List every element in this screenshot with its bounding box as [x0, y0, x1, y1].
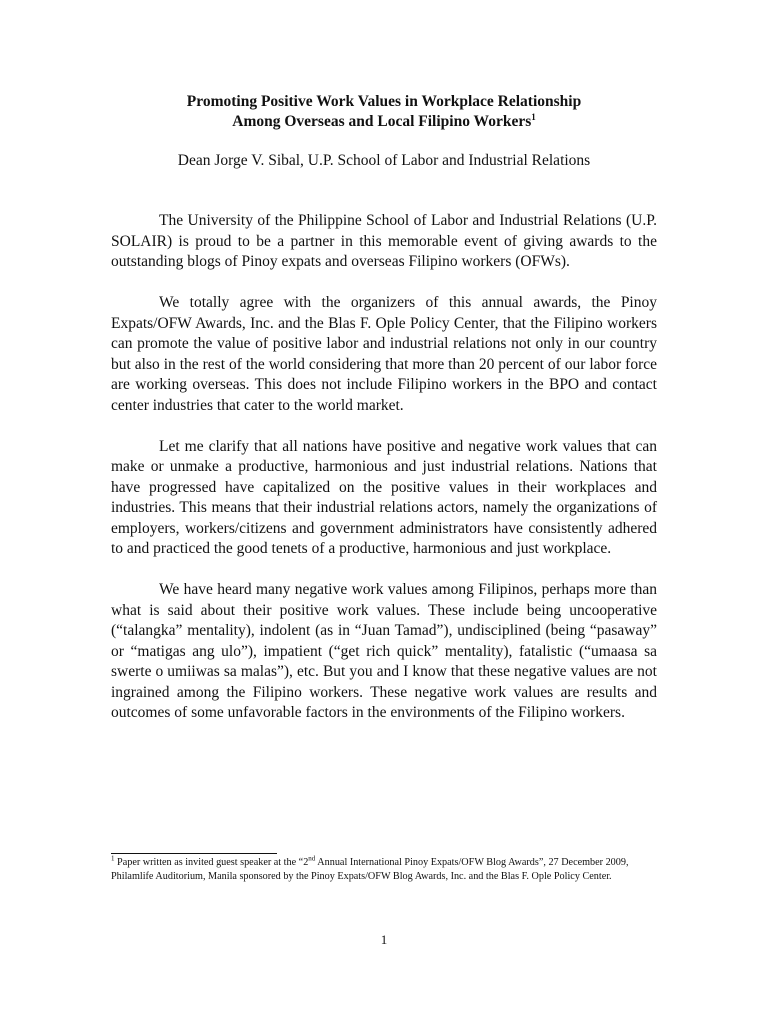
footnote — [111, 856, 657, 884]
title-footnote-marker[interactable]: 1 — [531, 111, 536, 122]
author-line: Dean Jorge V. Sibal, U.P. School of Labor and Industrial Relations — [177, 152, 591, 169]
footnote-separator — [111, 853, 277, 854]
paragraph-1: The University of the Philippine School of Labor and Industrial Relations (U.P. SOLAIR) is proud to be a partner in this memorable event of giving awards to the outstanding blogs of Pinoy expats and overseas Filipino workers (OFWs). — [111, 212, 657, 270]
paragraph-4: We have heard many negative work values among Filipinos, perhaps more than what is said about their positive work values. These include being uncooperative (“talangka” mentality), indolent (as in “Juan Tamad”), undisciplined (being “pasaway” or “matigas ang ulo”), impatient (“get rich quick” mentality), fatalistic (“umaasa sa swerte o umiiwas sa malas”), etc. But you and I know that these negative values are not ingrained among the Filipino workers. These negative work values are results and outcomes of some unfavorable factors in the environments of the Filipino workers. — [111, 581, 657, 721]
paragraph-2: We totally agree with the organizers of this annual awards, the Pinoy Expats/OFW Awards, Inc. and the Blas F. Ople Policy Center, that the Filipino workers can promote the value of positive labor and industrial relations not only in our country but also in the rest of the world considering that more than 20 percent of our labor force are working overseas. This does not include Filipino workers in the BPO and contact center industries that cater to the world market. — [111, 294, 657, 414]
paragraph-3: Let me clarify that all nations have positive and negative work values that can make or unmake a productive, harmonious and just industrial relations. Nations that have progressed have capitalized on the positive values in their workplaces and industries. This means that their industrial relations actors, namely the organizations of employers, workers/citizens and government administrators have consistently adhered to and practiced the good tenets of a productive, harmonious and just workplace. — [111, 437, 657, 557]
body-text — [111, 211, 657, 744]
title-line-2 — [110, 112, 658, 132]
footnote-text-part-2: Annual International Pinoy Expats/OFW Blog Awards”, 27 December 2009, Philamlife Auditorium, Manila sponsored by the Pinoy Expats/OFW Blog Awards, Inc. and the Blas F. Ople Policy Center. — [111, 857, 629, 882]
document-title — [110, 92, 658, 132]
footnote-ordinal-suffix: nd — [308, 854, 316, 863]
page-number: 1 — [380, 932, 388, 947]
title-line-1: Promoting Positive Work Values in Workplace Relationship — [186, 93, 582, 110]
footnote-marker: 1 — [111, 854, 115, 863]
footnote-text-part-1: Paper written as invited guest speaker at the “2 — [114, 857, 309, 868]
title-line-2-text: Among Overseas and Local Filipino Workers — [232, 113, 532, 130]
